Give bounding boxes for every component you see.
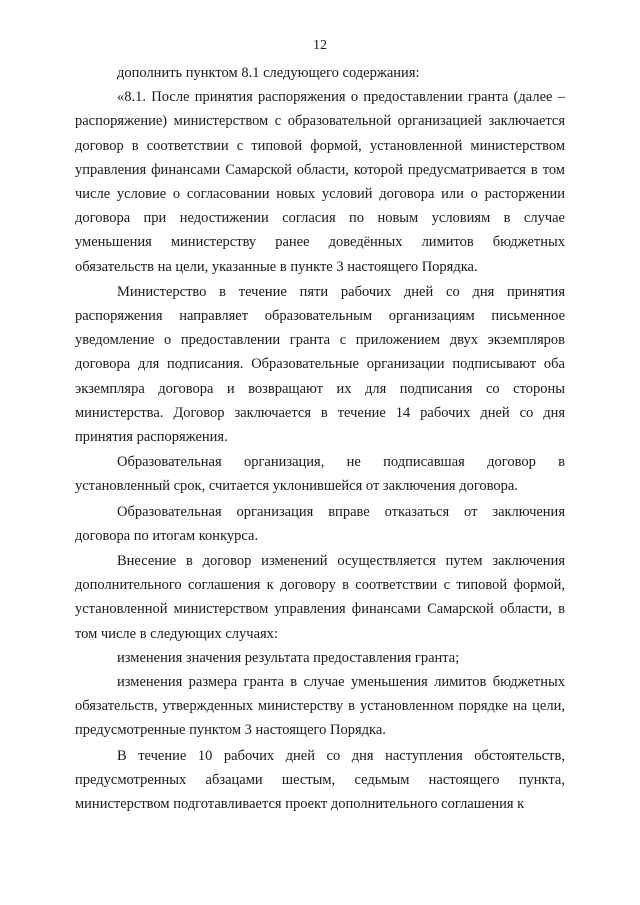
paragraph-case-result: изменения значения результата предоставления гранта; — [117, 649, 460, 666]
paragraph-amendments: Внесение в договор изменений осуществляется путем заключения дополнительного соглашения к договору в соответствии с типовой формой, установленной министерством управления финансами Самарской области, в том числе в следующих случаях: — [75, 553, 565, 642]
paragraph-ministry-notice: Министерство в течение пяти рабочих дней со дня принятия распоряжения направляет образовательным организациям письменное уведомление о предоставлении гранта с приложением двух экземпляров договора для подписания. Образовательные организации подписывают оба экземпляра договора и возвращают их для подписания со стороны министерства. Договор заключается в течение 14 рабочих дней со дня принятия распоряжения. — [75, 283, 565, 446]
paragraph-8-1: «8.1. После принятия распоряжения о предоставлении гранта (далее – распоряжение) министерством с образовательной организацией заключается договор в соответствии с типовой формой, установленной министерством управления финансами Самарской области, которой предусматривается в том числе условие о согласовании новых условий договора или о расторжении договора при недостижении согласия по новым условиям в случае уменьшения министерству ранее доведённых лимитов бюджетных обязательств на цели, указанные в пункте 3 настоящего Порядка. — [75, 89, 565, 275]
document-body — [75, 61, 565, 816]
paragraph-evasion: Образовательная организация, не подписавшая договор в установленный срок, считается уклонившейся от заключения договора. — [75, 454, 565, 495]
paragraph-case-amount: изменения размера гранта в случае уменьшения лимитов бюджетных обязательств, утвержденных министерству в установленном порядке на цели, предусмотренные пунктом 3 настоящего Порядка. — [75, 674, 565, 739]
paragraph-ten-days: В течение 10 рабочих дней со дня наступления обстоятельств, предусмотренных абзацами шестым, седьмым настоящего пункта, министерством подготавливается проект дополнительного соглашения к — [75, 747, 565, 813]
page-number: 12 — [313, 38, 327, 53]
paragraph-refusal: Образовательная организация вправе отказаться от заключения договора по итогам конкурса. — [75, 503, 565, 544]
paragraph-intro: дополнить пунктом 8.1 следующего содержания: — [117, 65, 420, 81]
